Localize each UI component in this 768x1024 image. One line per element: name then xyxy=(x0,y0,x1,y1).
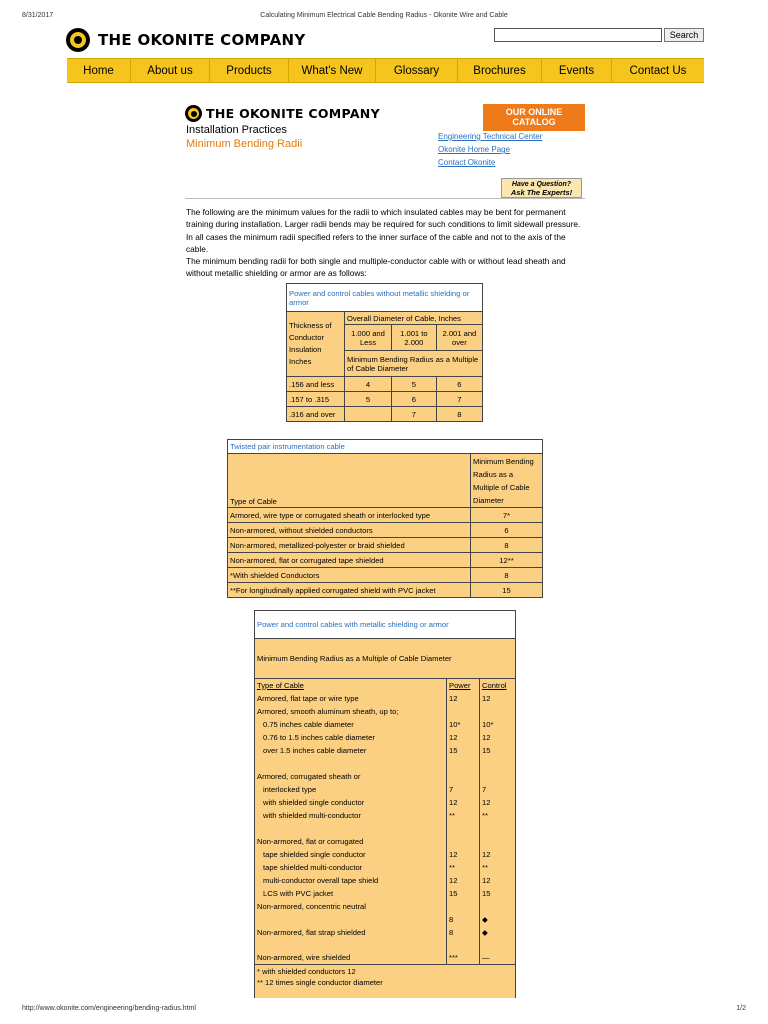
table-cell xyxy=(447,835,480,848)
table-cell: — xyxy=(480,952,516,965)
page-logo xyxy=(185,105,380,122)
col-header: Minimum Bending Radius as a Multiple of Cable Diameter xyxy=(345,351,483,377)
table-row xyxy=(255,796,516,809)
company-name: THE OKONITE COMPANY xyxy=(98,31,306,49)
ask-question-label: Have a Question? xyxy=(511,181,572,188)
table-cell: 10* xyxy=(447,718,480,731)
row-label: **For longitudinally applied corrugated shield with PVC jacket xyxy=(228,583,471,598)
search-input[interactable] xyxy=(494,28,662,42)
online-catalog-button[interactable]: OUR ONLINE CATALOG xyxy=(483,104,585,131)
table-shielded xyxy=(254,610,516,998)
intro-paragraph-2: The minimum bending radii for both single and multiple-conductor cable with or without lead sheath and without metallic shielding or armor are as follows: xyxy=(186,256,566,279)
ask-experts-label: Ask The Experts! xyxy=(510,188,573,197)
table-row xyxy=(255,952,516,965)
col-header: Overall Diameter of Cable, Inches xyxy=(345,312,483,325)
link-contact[interactable]: Contact Okonite xyxy=(438,158,496,167)
row-label: 0.76 to 1.5 inches cable diameter xyxy=(255,731,447,744)
logo-ring-icon xyxy=(66,28,90,52)
table-cell xyxy=(447,705,480,718)
print-title: Calculating Minimum Electrical Cable Bending Radius - Okonite Wire and Cable xyxy=(260,12,508,19)
table-row xyxy=(255,887,516,900)
table-cell xyxy=(447,770,480,783)
table-cell xyxy=(480,705,516,718)
table-cell: 12 xyxy=(447,692,480,705)
table-row xyxy=(255,861,516,874)
table-cell: 8 xyxy=(447,926,480,939)
page-section: Installation Practices xyxy=(186,124,287,136)
row-label: 0.75 inches cable diameter xyxy=(255,718,447,731)
table-cell: 12 xyxy=(480,692,516,705)
row-label: Non-armored, metallized-polyester or braid shielded xyxy=(228,538,471,553)
footnote: * with shielded conductors 12 xyxy=(255,965,516,978)
intro-paragraph-1: The following are the minimum values for the radii to which insulated cables may be bent for permanent training during installation. Larger radii bends may be required for such conditions to limit sidewall pressure. In all cases the minimum radii specified refers to the inner surface of the cable and not to the axis of the cable. xyxy=(186,207,581,254)
table-row xyxy=(255,705,516,718)
nav-products[interactable]: Products xyxy=(210,59,289,82)
table-cell: 7 xyxy=(480,783,516,796)
table-cell: 12 xyxy=(480,796,516,809)
table-cell: 12 xyxy=(480,848,516,861)
row-label: .316 and over xyxy=(287,407,345,422)
nav-glossary[interactable]: Glossary xyxy=(376,59,458,82)
col-header: Control xyxy=(480,679,516,692)
table-row xyxy=(255,809,516,822)
col-header: Type of Cable xyxy=(228,454,471,508)
print-date: 8/31/2017 xyxy=(22,12,54,19)
table-cell: 15 xyxy=(447,744,480,757)
row-label: Non-armored, flat or corrugated tape shielded xyxy=(228,553,471,568)
row-label: Non-armored, flat strap shielded xyxy=(255,926,447,939)
table-cell: 7* xyxy=(471,508,543,523)
table-cell xyxy=(447,939,480,952)
table-cell: ** xyxy=(447,861,480,874)
table-cell: 8 xyxy=(471,568,543,583)
row-label: with shielded single conductor xyxy=(255,796,447,809)
table-title: Power and control cables with metallic shielding or armor xyxy=(255,611,516,639)
table-row xyxy=(255,939,516,952)
company-logo[interactable] xyxy=(66,28,306,52)
table-unshielded xyxy=(286,283,483,422)
table-cell xyxy=(345,407,392,422)
table-cell: 12** xyxy=(471,553,543,568)
table-cell xyxy=(480,757,516,770)
table-cell: 12 xyxy=(480,874,516,887)
row-label: Armored, corrugated sheath or xyxy=(255,770,447,783)
table-cell: 4 xyxy=(345,377,392,392)
table-cell: ** xyxy=(447,809,480,822)
logo-ring-icon xyxy=(185,105,202,122)
table-cell xyxy=(480,900,516,913)
main-nav xyxy=(67,58,704,83)
nav-contact[interactable]: Contact Us xyxy=(629,64,687,77)
table-cell xyxy=(447,822,480,835)
print-page-number: 1/2 xyxy=(736,1005,746,1012)
table-cell: 6 xyxy=(471,523,543,538)
col-header: 2.001 and over xyxy=(436,325,482,351)
col-header: Thickness of Conductor Insulation Inches xyxy=(287,312,345,377)
row-label xyxy=(255,822,447,835)
table-row xyxy=(255,926,516,939)
col-header: 1.001 to 2.000 xyxy=(391,325,436,351)
table-cell: 12 xyxy=(480,731,516,744)
row-label: Armored, wire type or corrugated sheath or interlocked type xyxy=(228,508,471,523)
page-title: Minimum Bending Radii xyxy=(186,138,303,150)
table-cell: 15 xyxy=(447,887,480,900)
table-cell: ◆ xyxy=(480,926,516,939)
table-row xyxy=(255,731,516,744)
table-cell: 6 xyxy=(391,392,436,407)
table-subtitle: Minimum Bending Radius as a Multiple of Cable Diameter xyxy=(255,639,516,679)
table-cell: 7 xyxy=(391,407,436,422)
ask-experts-button[interactable] xyxy=(501,178,582,198)
row-label: tape shielded multi-conductor xyxy=(255,861,447,874)
col-header: Type of Cable xyxy=(255,679,447,692)
table-cell: 12 xyxy=(447,848,480,861)
table-cell: ◆ xyxy=(480,913,516,926)
table-cell: 8 xyxy=(436,407,482,422)
search-button[interactable]: Search xyxy=(664,28,704,42)
table-cell xyxy=(447,757,480,770)
table-row xyxy=(255,900,516,913)
nav-events[interactable]: Events xyxy=(542,59,612,82)
table-cell: 15 xyxy=(471,583,543,598)
table-row xyxy=(255,783,516,796)
row-label: *With shielded Conductors xyxy=(228,568,471,583)
col-header: Minimum Bending Radius as a Multiple of Cable Diameter xyxy=(471,454,543,508)
table-cell xyxy=(480,822,516,835)
table-row xyxy=(255,848,516,861)
col-header: 1.000 and Less xyxy=(345,325,392,351)
row-label: Non-armored, wire shielded xyxy=(255,952,447,965)
nav-whats-new[interactable]: What's New xyxy=(289,59,376,82)
row-label: Armored, smooth aluminum sheath, up to; xyxy=(255,705,447,718)
table-cell: 15 xyxy=(480,887,516,900)
page-company-name: THE OKONITE COMPANY xyxy=(206,106,380,121)
row-label xyxy=(255,913,447,926)
table-cell xyxy=(480,835,516,848)
table-cell: ** xyxy=(480,809,516,822)
table-row xyxy=(255,770,516,783)
table-title: Power and control cables without metallic shielding or armor xyxy=(287,284,483,312)
table-cell: 8 xyxy=(447,913,480,926)
col-header: Power xyxy=(447,679,480,692)
table-row xyxy=(255,835,516,848)
table-row xyxy=(255,692,516,705)
row-label xyxy=(255,757,447,770)
link-home[interactable]: Okonite Home Page xyxy=(438,145,511,154)
related-links xyxy=(438,132,542,171)
row-label: .157 to .315 xyxy=(287,392,345,407)
table-row xyxy=(255,744,516,757)
row-label: Non-armored, without shielded conductors xyxy=(228,523,471,538)
print-url: http://www.okonite.com/engineering/bending-radius.html xyxy=(22,1005,196,1012)
table-cell: 5 xyxy=(345,392,392,407)
nav-home[interactable]: Home xyxy=(67,59,131,82)
table-twisted-pair xyxy=(227,439,543,598)
row-label: over 1.5 inches cable diameter xyxy=(255,744,447,757)
footnote: ** 12 times single conductor diameter xyxy=(255,978,516,998)
table-row xyxy=(255,913,516,926)
row-label: Armored, flat tape or wire type xyxy=(255,692,447,705)
row-label: multi-conductor overall tape shield xyxy=(255,874,447,887)
row-label: .156 and less xyxy=(287,377,345,392)
table-row xyxy=(255,718,516,731)
divider xyxy=(185,198,585,199)
table-cell xyxy=(447,900,480,913)
table-cell: 7 xyxy=(447,783,480,796)
table-row xyxy=(255,874,516,887)
table-cell xyxy=(480,939,516,952)
table-cell: 7 xyxy=(436,392,482,407)
table-title: Twisted pair instrumentation cable xyxy=(228,440,543,454)
table-cell: 12 xyxy=(447,731,480,744)
table-cell: 8 xyxy=(471,538,543,553)
row-label xyxy=(255,939,447,952)
row-label: interlocked type xyxy=(255,783,447,796)
link-engineering[interactable]: Engineering Technical Center xyxy=(438,132,543,141)
nav-brochures[interactable]: Brochures xyxy=(458,59,542,82)
table-cell xyxy=(480,770,516,783)
table-cell: 15 xyxy=(480,744,516,757)
table-cell: 12 xyxy=(447,796,480,809)
table-row xyxy=(255,757,516,770)
row-label: LCS with PVC jacket xyxy=(255,887,447,900)
table-cell: 6 xyxy=(436,377,482,392)
row-label: tape shielded single conductor xyxy=(255,848,447,861)
nav-about[interactable]: About us xyxy=(131,59,210,82)
table-cell: 5 xyxy=(391,377,436,392)
table-cell: 10* xyxy=(480,718,516,731)
table-cell: 12 xyxy=(447,874,480,887)
intro-text xyxy=(186,206,586,280)
table-cell: *** xyxy=(447,952,480,965)
row-label: Non-armored, concentric neutral xyxy=(255,900,447,913)
table-cell: ** xyxy=(480,861,516,874)
row-label: with shielded multi-conductor xyxy=(255,809,447,822)
row-label: Non-armored, flat or corrugated xyxy=(255,835,447,848)
table-row xyxy=(255,822,516,835)
